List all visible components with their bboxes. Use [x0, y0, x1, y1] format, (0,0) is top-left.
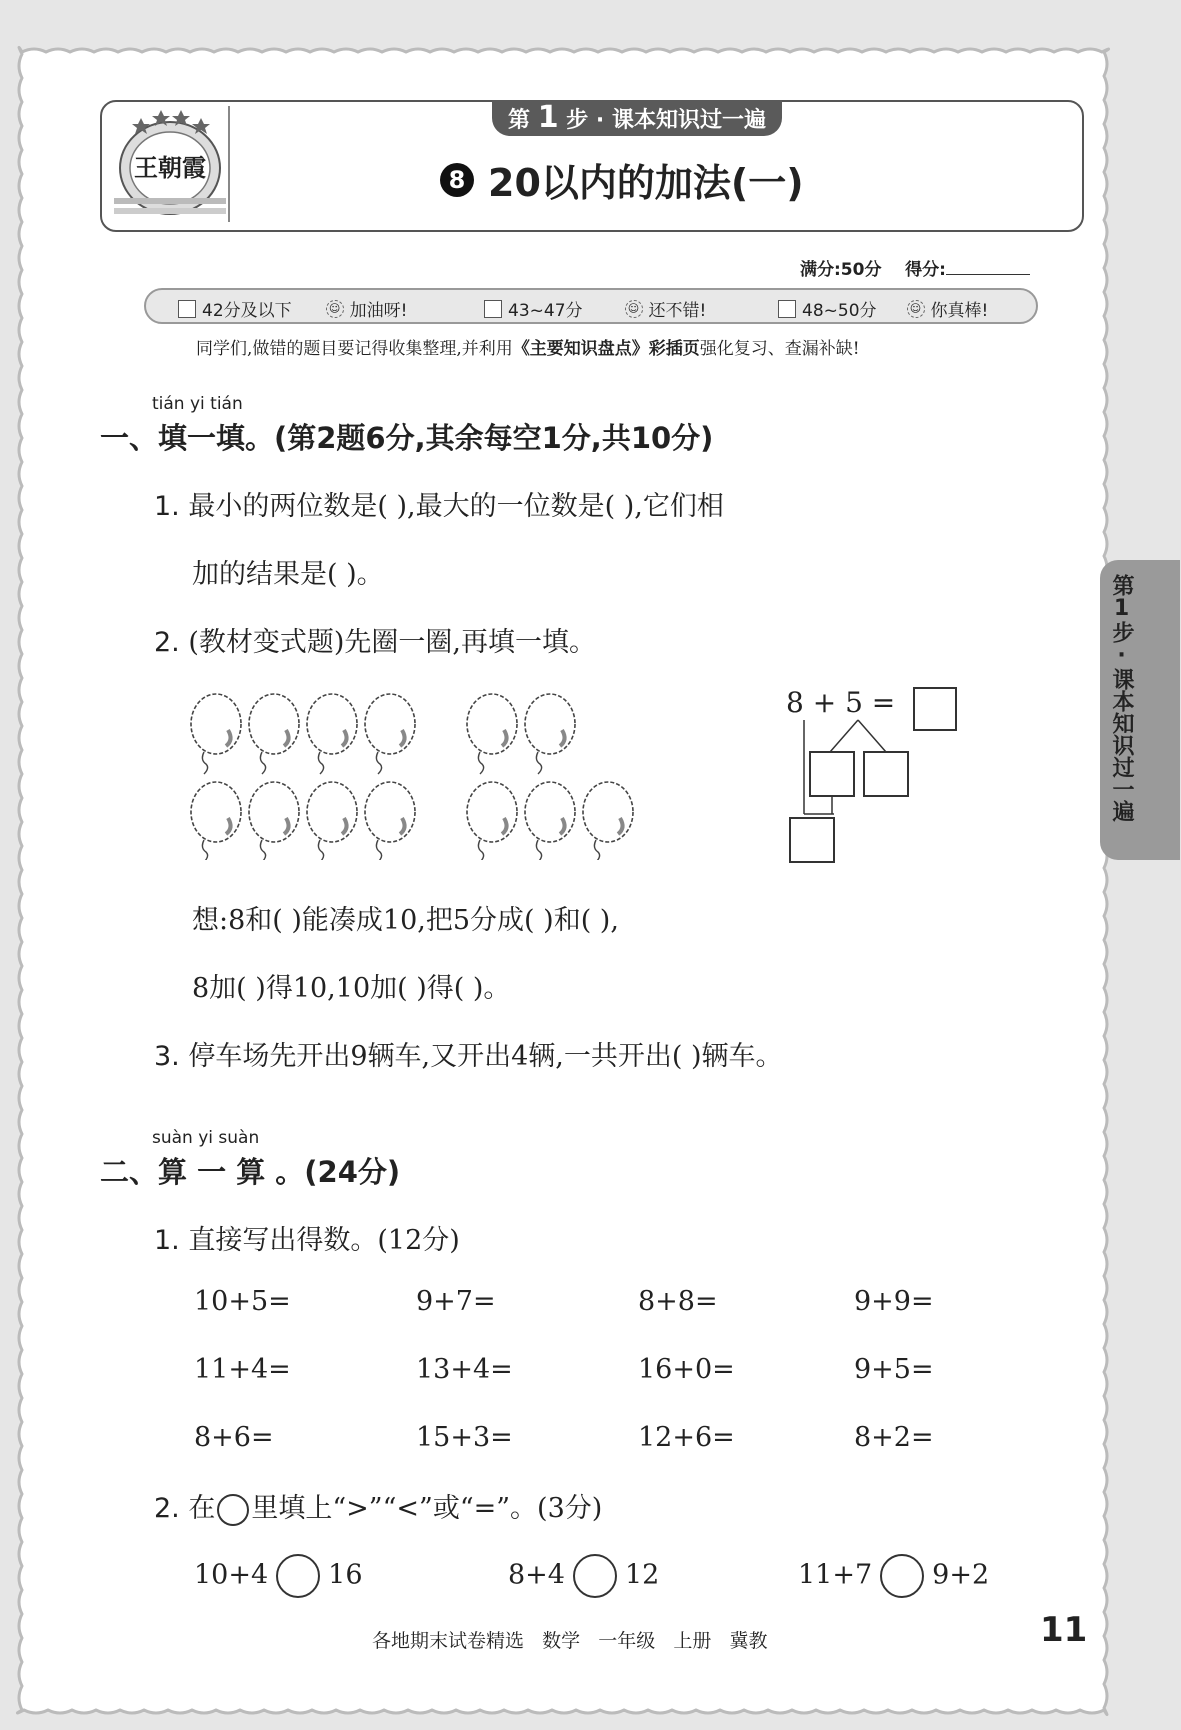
equation: 8+2= [854, 1422, 934, 1453]
compare-left: 8+4 [508, 1559, 565, 1591]
balloon-icon [365, 694, 415, 774]
q-text: 停车场先开出9辆车,又开出4辆,一共开出( )辆车。 [188, 1041, 783, 1072]
compare-item [508, 1554, 659, 1598]
intro-bold: 《主要知识盘点》彩插页 [512, 339, 700, 359]
ten-box[interactable] [790, 818, 834, 862]
lesson-title-text: 20以内的加法(一) [488, 161, 804, 205]
compare-right: 16 [328, 1559, 363, 1591]
intro-post: 强化复习、查漏补缺! [699, 339, 860, 359]
step-suffix: 步 · 课本知识过一遍 [566, 108, 766, 133]
q-number: 3. [154, 1041, 180, 1072]
q-number: 1. [154, 1225, 180, 1256]
balloon-icon [191, 782, 241, 860]
compare-circle[interactable] [276, 1554, 320, 1598]
compare-right: 9+2 [932, 1559, 990, 1591]
equation: 16+0= [638, 1354, 735, 1385]
balloon-icon [249, 782, 299, 860]
circle-icon [217, 1494, 249, 1526]
section2-pinyin: suàn yi suàn [152, 1128, 260, 1148]
rating-item [484, 296, 706, 321]
s1-q3 [154, 1034, 783, 1073]
equation: 9+7= [416, 1286, 496, 1317]
rating-comment: 你真棒! [930, 301, 989, 321]
balloon-icon [365, 782, 415, 860]
number-bond-diagram [780, 680, 980, 870]
page-number: 11 [1040, 1610, 1088, 1650]
q-text: 直接写出得数。(12分) [188, 1225, 460, 1256]
rating-comment: 还不错! [648, 301, 707, 321]
equation: 8+8= [638, 1286, 718, 1317]
compare-item [194, 1554, 363, 1598]
equation: 13+4= [416, 1354, 513, 1385]
s2-q1 [154, 1218, 460, 1257]
s1-q2 [154, 620, 596, 659]
rating-checkbox[interactable] [484, 300, 502, 318]
header-divider [228, 106, 230, 222]
rating-checkbox[interactable] [178, 300, 196, 318]
rating-range: 48~50分 [802, 301, 877, 321]
logo-emblem [108, 106, 232, 222]
balloon-icon [525, 694, 575, 774]
equation: 12+6= [638, 1422, 735, 1453]
balloons-figure [190, 690, 650, 860]
s1-q2-line1: 想:8和( )能凑成10,把5分成( )和( ), [192, 905, 619, 936]
rating-item [778, 296, 988, 321]
balloon-icon [191, 694, 241, 774]
intro-pre: 同学们,做错的题目要记得收集整理,并利用 [196, 339, 513, 359]
intro-note [196, 334, 860, 359]
equation: 9+9= [854, 1286, 934, 1317]
balloon-icon [307, 694, 357, 774]
q-text-pre: 在 [188, 1493, 216, 1524]
q-number: 2. [154, 1493, 180, 1524]
balloon-icon [467, 694, 517, 774]
s1-q1-line2: 加的结果是( )。 [192, 559, 384, 590]
equation: 10+5= [194, 1286, 291, 1317]
equation: 15+3= [416, 1422, 513, 1453]
lesson-title [440, 152, 804, 207]
compare-left: 10+4 [194, 1559, 269, 1591]
balloon-icon [583, 782, 633, 860]
score-line [800, 255, 1030, 280]
q-text-post: 里填上“>”“<”或“=”。(3分) [251, 1493, 603, 1524]
equation: 8+6= [194, 1422, 274, 1453]
split-box-left[interactable] [810, 752, 854, 796]
compare-circle[interactable] [573, 1554, 617, 1598]
compare-right: 12 [624, 1559, 660, 1591]
compare-circle[interactable] [880, 1554, 924, 1598]
step-tab [492, 100, 782, 136]
score-blank[interactable] [946, 274, 1030, 275]
s1-q1-line1 [154, 484, 724, 523]
step-prefix: 第 [508, 108, 531, 133]
s1-q2-line2: 8加( )得10,10加( )得( )。 [192, 973, 511, 1004]
rating-comment: 加油呀! [349, 301, 408, 321]
rating-item [178, 296, 407, 321]
q-number: 1. [154, 491, 180, 522]
score-label: 得分: [905, 260, 946, 280]
answer-box[interactable] [914, 688, 956, 730]
smile-icon: ☺ [625, 300, 643, 318]
lesson-badge: 8 [440, 163, 474, 197]
s2-q2 [154, 1486, 602, 1526]
compare-item [798, 1554, 989, 1598]
full-score: 满分:50分 [800, 260, 882, 280]
step-number: 1 [537, 100, 559, 135]
q-text: 最小的两位数是( ),最大的一位数是( ),它们相 [188, 491, 724, 522]
side-tab-text: 第1步·课本知识过一遍 [1109, 574, 1134, 822]
balloon-icon [525, 782, 575, 860]
smile-icon: ☺ [907, 300, 925, 318]
smile-icon: ☺ [326, 300, 344, 318]
logo-text: 王朝霞 [134, 153, 206, 182]
section1-title: 一、填一填。(第2题6分,其余每空1分,共10分) [100, 421, 714, 455]
rating-range: 43~47分 [508, 301, 583, 321]
section1-pinyin: tián yi tián [152, 394, 243, 414]
rating-checkbox[interactable] [778, 300, 796, 318]
rating-bar [144, 288, 1038, 324]
balloon-icon [249, 694, 299, 774]
balloon-icon [467, 782, 517, 860]
diagram-equation: 8 + 5 = [786, 686, 896, 719]
compare-left: 11+7 [798, 1559, 873, 1591]
split-box-right[interactable] [864, 752, 908, 796]
rating-range: 42分及以下 [202, 301, 292, 321]
equation: 11+4= [194, 1354, 291, 1385]
q-number: 2. [154, 627, 180, 658]
balloon-icon [307, 782, 357, 860]
footer-text: 各地期末试卷精选 数学 一年级 上册 冀教 [372, 1630, 768, 1652]
equation: 9+5= [854, 1354, 934, 1385]
q-text: (教材变式题)先圈一圈,再填一填。 [188, 627, 597, 658]
section2-title: 二、算 一 算 。(24分) [100, 1155, 401, 1189]
